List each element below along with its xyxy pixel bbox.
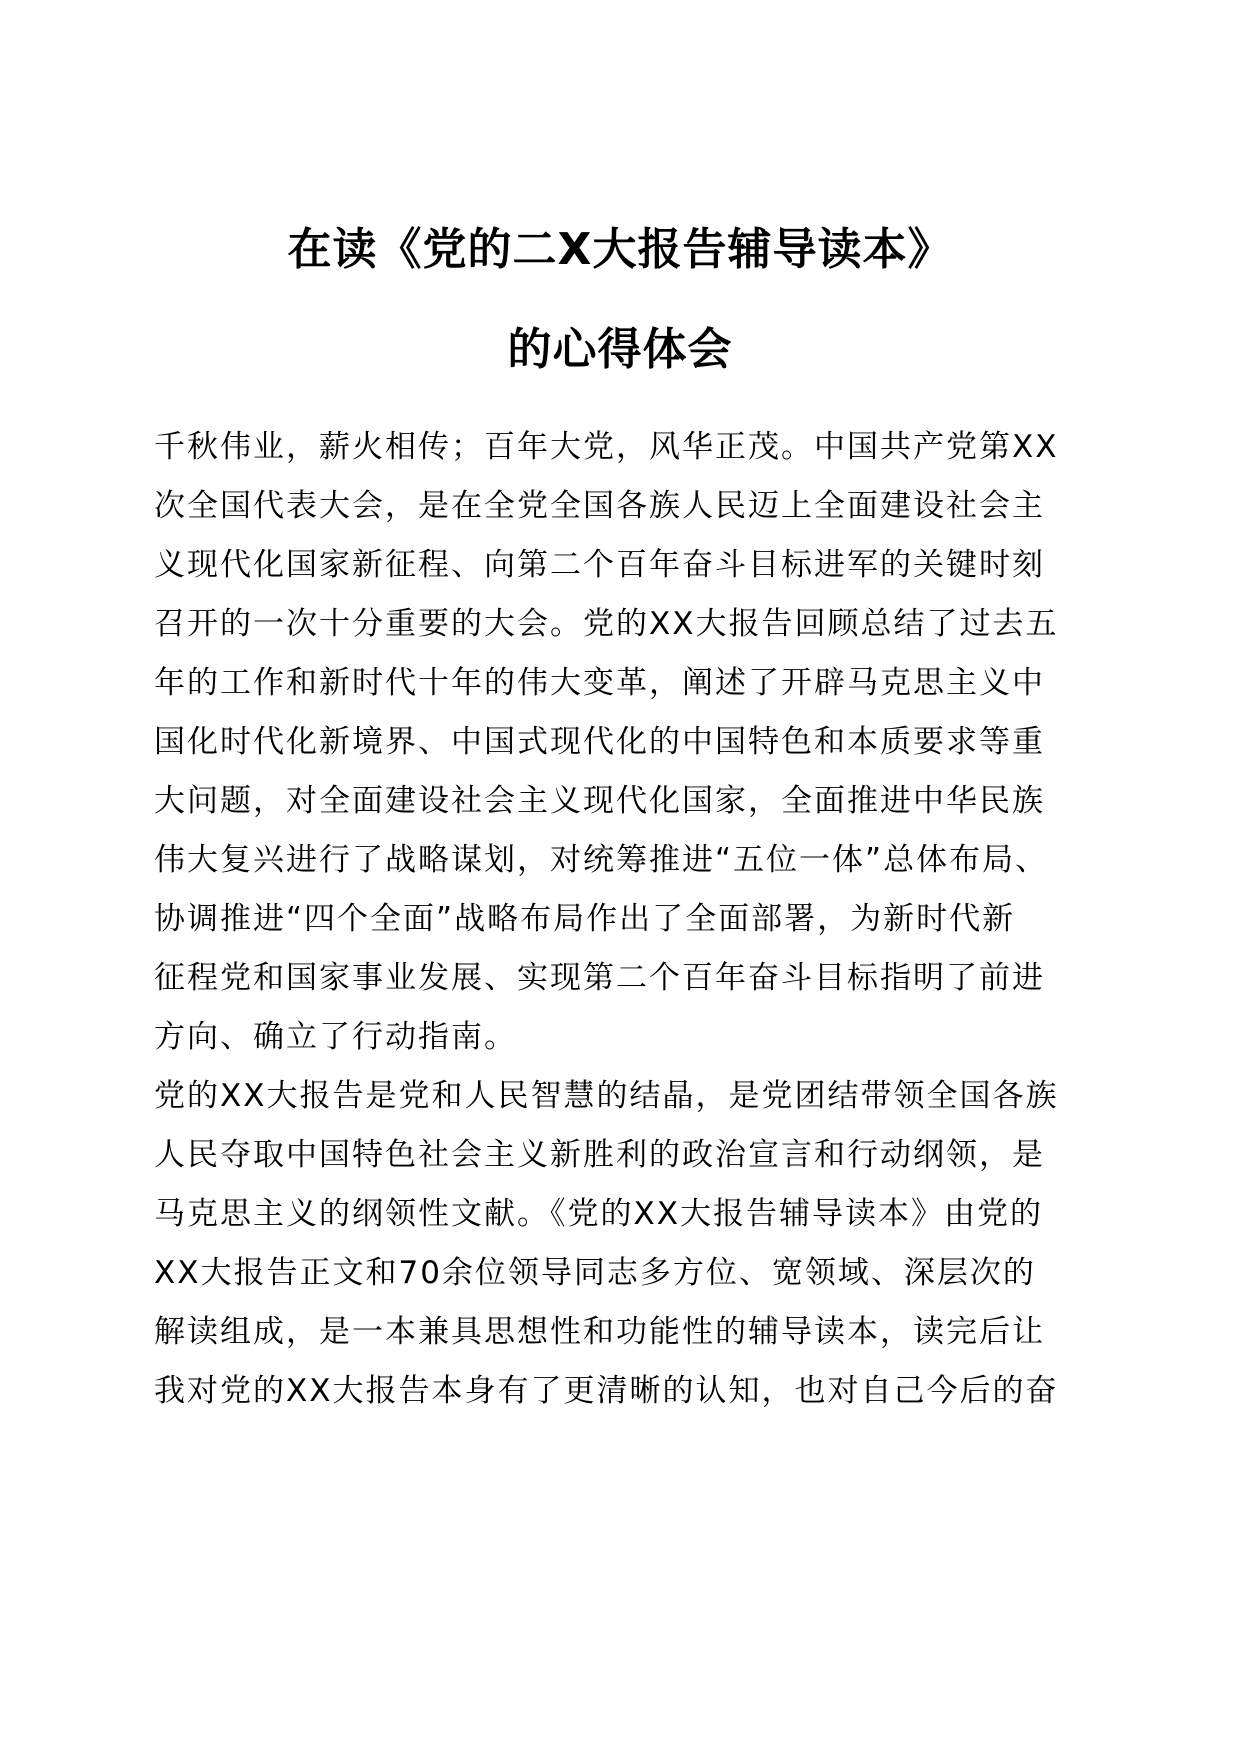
- document-title-line-2: 的心得体会: [507, 324, 733, 375]
- text-line: 国化时代化新境界、中国式现代化的中国特色和本质要求等重: [154, 724, 1045, 760]
- paragraph-2: [154, 1067, 1094, 1421]
- text-line: 召开的一次十分重要的大会。党的XX大报告回顾总结了过去五: [154, 606, 1059, 642]
- text-line: 解读组成，是一本兼具思想性和功能性的辅导读本，读完后让: [154, 1314, 1045, 1350]
- text-line: 伟大复兴进行了战略谋划，对统筹推进“五位一体”总体布局、: [154, 842, 1049, 878]
- text-line: 马克思主义的纲领性文献。《党的XX大报告辅导读本》由党的: [154, 1196, 1043, 1232]
- text-line: 大问题，对全面建设社会主义现代化国家，全面推进中华民族: [154, 783, 1045, 819]
- text-line: 年的工作和新时代十年的伟大变革，阐述了开辟马克思主义中: [154, 665, 1045, 701]
- document-title-line-1: 在读《党的二X大报告辅导读本》: [287, 224, 953, 275]
- text-line: 我对党的XX大报告本身有了更清晰的认知，也对自己今后的奋: [154, 1373, 1059, 1409]
- text-line: 协调推进“四个全面”战略布局作出了全面部署，为新时代新: [154, 901, 1016, 937]
- text-line: 人民夺取中国特色社会主义新胜利的政治宣言和行动纲领，是: [154, 1137, 1045, 1173]
- text-line: 方向、确立了行动指南。: [154, 1019, 517, 1055]
- paragraph-1: [154, 418, 1094, 1067]
- text-line: 千秋伟业，薪火相传；百年大党，风华正茂。中国共产党第XX: [154, 429, 1059, 465]
- text-line: 义现代化国家新征程、向第二个百年奋斗目标进军的关键时刻: [154, 547, 1045, 583]
- text-line: 征程党和国家事业发展、实现第二个百年奋斗目标指明了前进: [154, 960, 1045, 996]
- document-body: [154, 418, 1094, 1421]
- text-line: 党的XX大报告是党和人民智慧的结晶，是党团结带领全国各族: [154, 1078, 1059, 1114]
- text-line: XX大报告正文和70余位领导同志多方位、宽领域、深层次的: [154, 1255, 1036, 1291]
- text-line: 次全国代表大会，是在全党全国各族人民迈上全面建设社会主: [154, 488, 1045, 524]
